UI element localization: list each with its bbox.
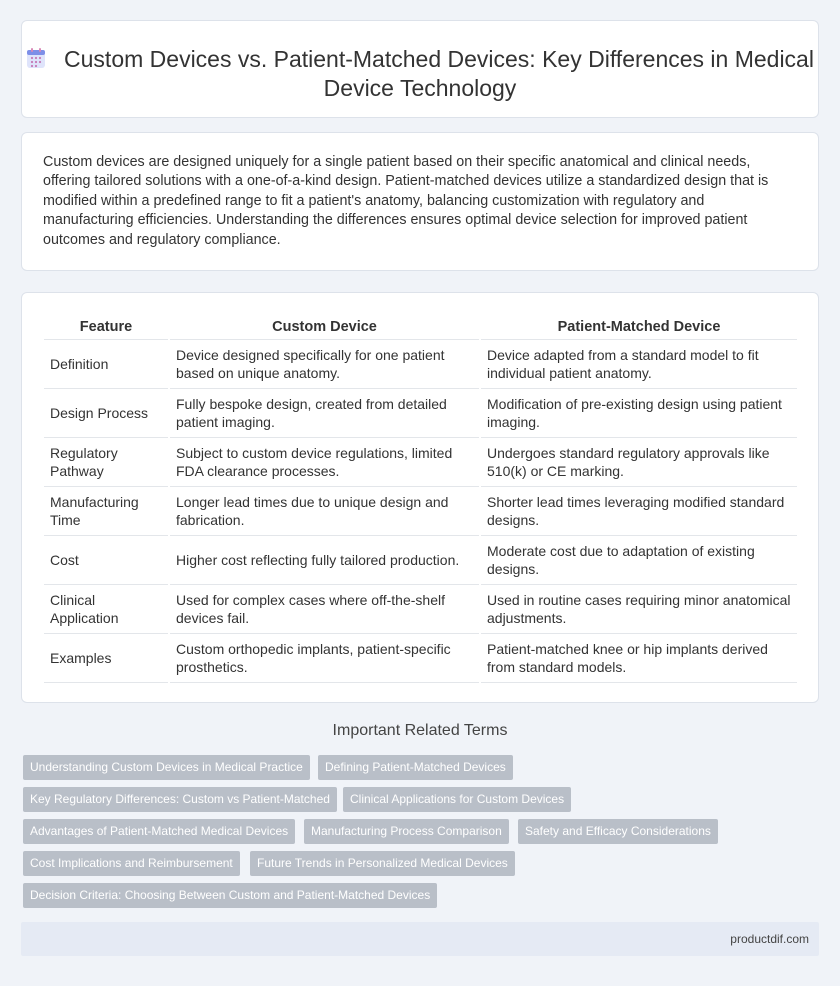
feature-cell: Examples bbox=[44, 634, 168, 683]
custom-cell: Device designed specifically for one patient based on unique anatomy. bbox=[170, 340, 479, 389]
feature-cell: Cost bbox=[44, 536, 168, 585]
feature-cell: Manufacturing Time bbox=[44, 487, 168, 536]
patient-matched-cell: Shorter lead times leveraging modified standard designs. bbox=[481, 487, 797, 536]
page-title: Custom Devices vs. Patient-Matched Devices: Key Differences in Medical Device Technology bbox=[64, 46, 814, 101]
header-feature: Feature bbox=[44, 315, 168, 340]
table-row bbox=[44, 585, 797, 634]
table-row bbox=[44, 340, 797, 389]
header-patient-matched-device: Patient-Matched Device bbox=[481, 315, 797, 340]
feature-cell: Definition bbox=[44, 340, 168, 389]
comparison-table bbox=[42, 315, 799, 683]
header-custom-device: Custom Device bbox=[170, 315, 479, 340]
custom-cell: Subject to custom device regulations, limited FDA clearance processes. bbox=[170, 438, 479, 487]
intro-text: Custom devices are designed uniquely for a single patient based on their specific anatomical and clinical needs, offering tailored solutions with a one-of-a-kind design. Patient-matched devices utilize a standardized design that is modified within a predefined range to fit a patient's anatomy, balancing customization with regulatory and manufacturing efficiencies. Understanding the differences ensures optimal device selection for improved patient outcomes and regulatory compliance. bbox=[43, 154, 769, 248]
intro-card bbox=[21, 132, 819, 271]
related-term-tag[interactable]: Clinical Applications for Custom Devices bbox=[343, 787, 571, 812]
table-row bbox=[44, 389, 797, 438]
feature-cell: Clinical Application bbox=[44, 585, 168, 634]
page-title-wrap bbox=[22, 45, 818, 103]
related-terms-title: Important Related Terms bbox=[332, 722, 508, 739]
related-term-tag[interactable]: Manufacturing Process Comparison bbox=[304, 819, 509, 844]
patient-matched-cell: Used in routine cases requiring minor anatomical adjustments. bbox=[481, 585, 797, 634]
footer bbox=[21, 922, 819, 956]
custom-cell: Fully bespoke design, created from detailed patient imaging. bbox=[170, 389, 479, 438]
related-term-tag[interactable]: Future Trends in Personalized Medical Devices bbox=[250, 851, 515, 876]
table-row bbox=[44, 438, 797, 487]
related-term-tag[interactable]: Advantages of Patient-Matched Medical Devices bbox=[23, 819, 295, 844]
patient-matched-cell: Device adapted from a standard model to fit individual patient anatomy. bbox=[481, 340, 797, 389]
table-header-row bbox=[44, 315, 797, 340]
related-term-tag[interactable]: Understanding Custom Devices in Medical Practice bbox=[23, 755, 310, 780]
related-term-tag[interactable]: Key Regulatory Differences: Custom vs Patient-Matched bbox=[23, 787, 337, 812]
patient-matched-cell: Moderate cost due to adaptation of existing designs. bbox=[481, 536, 797, 585]
header-card bbox=[21, 20, 819, 118]
custom-cell: Higher cost reflecting fully tailored production. bbox=[170, 536, 479, 585]
custom-cell: Used for complex cases where off-the-shelf devices fail. bbox=[170, 585, 479, 634]
related-term-tag[interactable]: Cost Implications and Reimbursement bbox=[23, 851, 240, 876]
calendar-icon bbox=[26, 47, 46, 67]
custom-cell: Custom orthopedic implants, patient-specific prosthetics. bbox=[170, 634, 479, 683]
patient-matched-cell: Patient-matched knee or hip implants derived from standard models. bbox=[481, 634, 797, 683]
related-term-tag[interactable]: Decision Criteria: Choosing Between Custom and Patient-Matched Devices bbox=[23, 883, 437, 908]
feature-cell: Regulatory Pathway bbox=[44, 438, 168, 487]
table-row bbox=[44, 634, 797, 683]
table-row bbox=[44, 487, 797, 536]
comparison-table-card bbox=[21, 292, 819, 703]
patient-matched-cell: Modification of pre-existing design using patient imaging. bbox=[481, 389, 797, 438]
custom-cell: Longer lead times due to unique design and fabrication. bbox=[170, 487, 479, 536]
feature-cell: Design Process bbox=[44, 389, 168, 438]
footer-site-link[interactable]: productdif.com bbox=[730, 932, 809, 946]
related-term-tag[interactable]: Defining Patient-Matched Devices bbox=[318, 755, 513, 780]
table-row bbox=[44, 536, 797, 585]
patient-matched-cell: Undergoes standard regulatory approvals like 510(k) or CE marking. bbox=[481, 438, 797, 487]
related-term-tag[interactable]: Safety and Efficacy Considerations bbox=[518, 819, 718, 844]
